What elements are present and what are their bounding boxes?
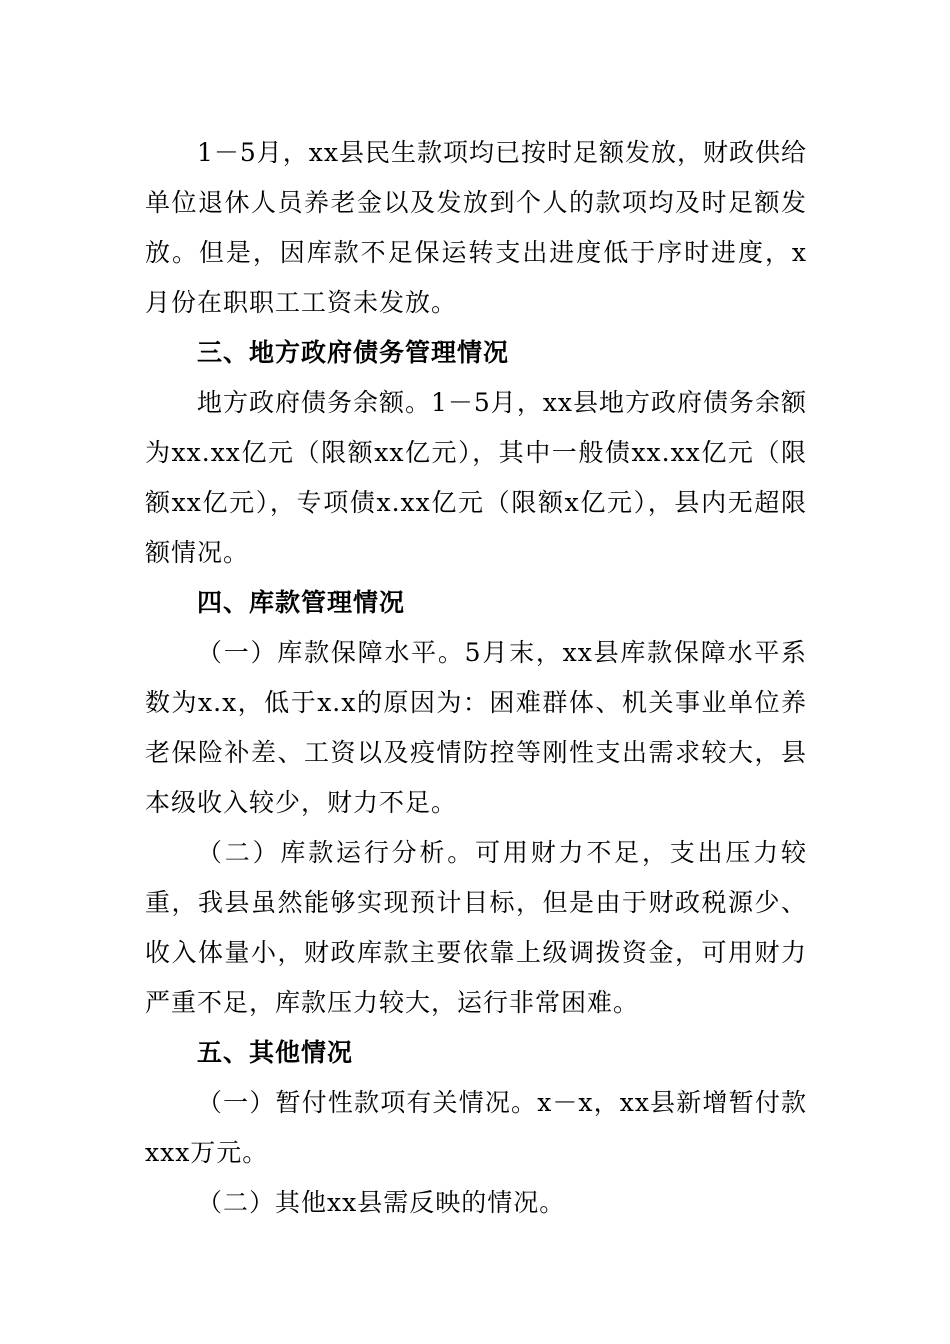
heading-local-government-debt: 三、地方政府债务管理情况 bbox=[197, 338, 510, 367]
heading-treasury-management: 四、库款管理情况 bbox=[197, 588, 406, 617]
paragraph-livelihood-payments: 1－5月，xx县民生款项均已按时足额发放，财政供给单位退休人员养老金以及发放到个人的款项均及时足额发放。但是，因库款不足保运转支出进度低于序时进度，x月份在职职工工资未发放。 bbox=[145, 138, 808, 317]
paragraph-treasury-operation-analysis: （二）库款运行分析。可用财力不足，支出压力较重，我县虽然能够实现预计目标，但是由于财政税源少、收入体量小，财政库款主要依靠上级调拨资金，可用财力严重不足，库款压力较大，运行非常困难。 bbox=[145, 838, 807, 1017]
paragraph-temporary-payments: （一）暂付性款项有关情况。x－x，xx县新增暂付款xxx万元。 bbox=[145, 1088, 807, 1167]
paragraph-other-county-matters: （二）其他xx县需反映的情况。 bbox=[197, 1188, 566, 1217]
paragraph-treasury-guarantee-level: （一）库款保障水平。5月末，xx县库款保障水平系数为x.x，低于x.x的原因为：困难群体、机关事业单位养老保险补差、工资以及疫情防控等刚性支出需求较大，县本级收入较少，财力不足。 bbox=[145, 638, 807, 817]
heading-other-matters: 五、其他情况 bbox=[197, 1038, 354, 1067]
paragraph-debt-balance: 地方政府债务余额。1－5月，xx县地方政府债务余额为xx.xx亿元（限额xx亿元），其中一般债xx.xx亿元（限额xx亿元），专项债x.xx亿元（限额x亿元），县内无超限额情况。 bbox=[145, 388, 808, 567]
document-body bbox=[145, 128, 807, 1228]
